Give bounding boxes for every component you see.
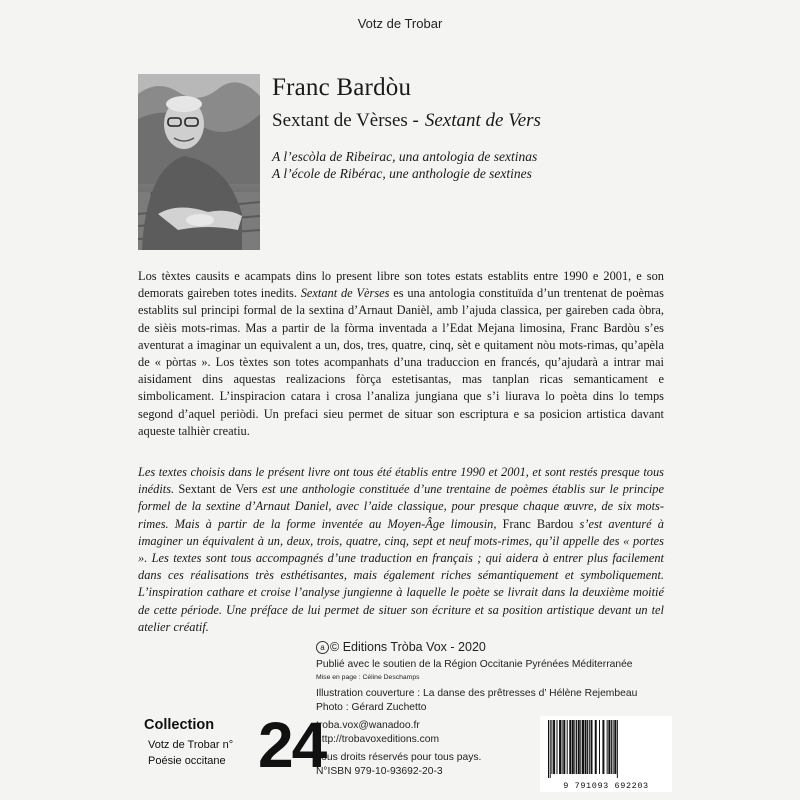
blurb-french-text-1: Les textes choisis dans le présent livre ont tous été établis entre 1990 et 2001, et sont restés presque tous inédits. bbox=[138, 465, 664, 497]
barcode-bar bbox=[548, 720, 549, 778]
barcode-bar bbox=[572, 720, 574, 774]
barcode-bar bbox=[611, 720, 612, 774]
layout-credit: Mise en page : Céline Deschamps bbox=[316, 674, 420, 681]
book-title-occitan: Sextant de Vèrses - bbox=[272, 110, 419, 131]
barcode-bar bbox=[599, 720, 600, 774]
blurb-occitan-text-1: Los tèxtes causits e acampats dins lo present libre son totes estats establits entre 1990 e 2001, e son demorats gaireben totes inedits. bbox=[138, 269, 664, 301]
barcode-bar bbox=[580, 720, 581, 774]
barcode-bar bbox=[569, 720, 571, 774]
collection-number: 24 bbox=[258, 709, 326, 781]
illustration-credit: Illustration couverture : La danse des prêtresses d’ Hélène Rejembeau bbox=[316, 688, 638, 699]
barcode-bar bbox=[559, 720, 561, 774]
barcode-bar bbox=[602, 720, 604, 774]
copyright-symbol: © bbox=[330, 640, 340, 654]
isbn: N°ISBN 979-10-93692-20-3 bbox=[316, 766, 443, 777]
barcode-bar bbox=[591, 720, 593, 774]
barcode-bar bbox=[567, 720, 568, 774]
blurb-french bbox=[138, 464, 664, 636]
barcode-bar bbox=[589, 720, 590, 774]
barcode-bar bbox=[614, 720, 616, 774]
barcode-bar bbox=[576, 720, 577, 774]
barcode-bar bbox=[553, 720, 555, 774]
barcode-bar bbox=[582, 720, 584, 774]
blurb-french-text-3: s’est aventuré à imaginer un équivalent à un, deux, trois, quatre, cinq, sept et neuf mots-rimes, qu’il appelle des « portes ». Les textes sont tous accompagnés d’une traduction en français ; qui aidera à entrer plus facilement dans ces réalisations très esthétisantes, mais également riches sémantiquement et symboliquement. L’inspiration cathare et croise l’analyse jungienne à laquelle le poète se livrait dans la deuxième moitié de cette période. Une préface de lui permet de situer son écriture et sa position artistique devant un tel atelier créatif. bbox=[138, 516, 664, 634]
blurb-french-author: Franc Bardou bbox=[502, 516, 574, 531]
tagline-french: A l’école de Ribérac, une anthologie de sextines bbox=[272, 166, 532, 181]
barcode-bar bbox=[608, 720, 610, 774]
blurb-french-text-2: est une anthologie constituée d’une trentaine de poèmes établis sur le principe formel de la sextine d’Arnaut Daniel, avec l’aide classique, pour presque chaque œuvre, de six mots-rimes. Mais à partir de la forme inventée au Moyen-Âge limousin, bbox=[138, 482, 664, 531]
barcode-bar bbox=[587, 720, 588, 774]
barcode-bar bbox=[607, 720, 608, 774]
publisher-editions bbox=[316, 640, 486, 654]
barcode-bar bbox=[550, 720, 551, 778]
barcode-bar bbox=[551, 720, 552, 774]
collection-label: Collection bbox=[144, 717, 215, 733]
book-tagline bbox=[272, 148, 537, 182]
series-name-header: Votz de Trobar bbox=[357, 16, 443, 31]
barcode-bar bbox=[563, 720, 565, 774]
barcode-bar bbox=[557, 720, 558, 774]
publisher-support: Publié avec le soutien de la Région Occitanie Pyrénées Méditerranée bbox=[316, 659, 633, 670]
tagline-occitan: A l’escòla de Ribeirac, una antologia de sextinas bbox=[272, 149, 538, 164]
barcode bbox=[540, 716, 672, 792]
barcode-bar bbox=[578, 720, 580, 774]
barcode-bar bbox=[574, 720, 575, 774]
photo-credit: Photo : Gérard Zuchetto bbox=[316, 702, 427, 713]
rights-notice: Tous droits réservés pour tous pays. bbox=[316, 752, 482, 763]
barcode-bar bbox=[562, 720, 563, 774]
barcode-bar bbox=[617, 720, 618, 778]
blurb-occitan bbox=[138, 268, 664, 440]
barcode-bar bbox=[585, 720, 587, 774]
blurb-occitan-text-2: es una antologia constituïda d’un trentenat de poèmas establits sul principi formal de la sextina d’Arnaut Danièl, amb l’ajuda classica, per gaireben cada òbra, de sièis mots-rimas. Mas a partir de la fòrma inventada a l’Edat Mejana limosina, Franc Bardòu s’es aventurat a imaginar un equivalent a un, dos, tres, quatre, cinq, sèt e quitament nòu mots-rimas, qu’apèla de « pòrtas ». Los tèxtes son totes acompanhats d’una traduccion en francés, qu’ajudarà a intrar mai aisidament dins aquestas realizacions fòrça estetisantas, mas tanplan ricas semanticament e simbolicament. L’inspiracion catara i crosa l’analiza jungiana que s’i liurava lo poèta dins lo temps segond d’aquel periòdi. Un prefaci sieu permet de situar son escriptura e sa posicion artistica davant aqueste talhièr creatiu. bbox=[138, 286, 664, 438]
publisher-url: http://trobavoxeditions.com bbox=[316, 734, 440, 745]
author-name: Franc Bardòu bbox=[272, 74, 412, 101]
blurb-occitan-title: Sextant de Vèrses bbox=[300, 286, 390, 301]
publisher-email: troba.vox@wanadoo.fr bbox=[316, 720, 420, 731]
barcode-bar bbox=[595, 720, 597, 774]
book-title-french: Sextant de Vers bbox=[424, 110, 541, 131]
book-title bbox=[272, 110, 541, 132]
author-photo bbox=[138, 74, 260, 250]
barcode-digits: 9 791093 692203 bbox=[563, 781, 649, 791]
collection-genre: Poésie occitane bbox=[148, 755, 226, 767]
publisher-name: Editions Tròba Vox - 2020 bbox=[342, 640, 486, 654]
collection-series: Votz de Trobar n° bbox=[148, 739, 234, 751]
blurb-french-title: Sextant de Vers bbox=[178, 482, 258, 497]
barcode-bars bbox=[540, 716, 672, 780]
barcode-bar bbox=[613, 720, 614, 774]
copyleft-icon: a bbox=[316, 641, 329, 654]
